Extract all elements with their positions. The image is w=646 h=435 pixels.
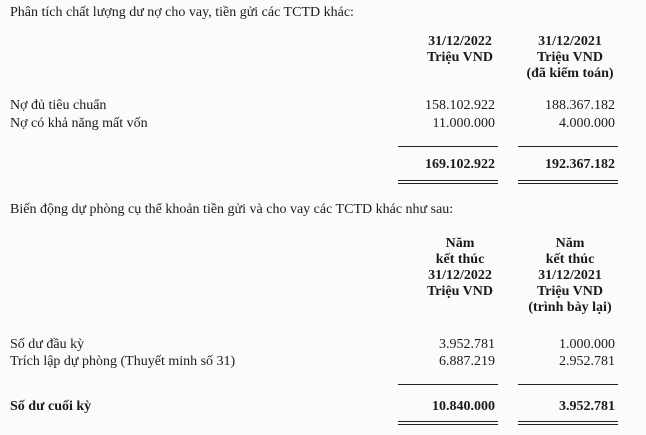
s1-row-value-2022: 158.102.922 (425, 98, 495, 113)
s2-total-rule-col1-a (398, 421, 498, 422)
s1-total-rule-col1-b (398, 183, 498, 184)
section1-heading: Phân tích chất lượng dư nợ cho vay, tiền gửi các TCTD khác: (10, 5, 354, 20)
s2-col2-unit: Triệu VND (537, 284, 603, 299)
s2-row-value-2022: 6.887.219 (439, 354, 495, 369)
s1-total-rule-col1-a (398, 180, 498, 181)
s1-total-rule-col2-a (518, 180, 618, 181)
s2-col1-date: 31/12/2022 (428, 268, 492, 283)
s1-row-value-2022: 11.000.000 (432, 116, 495, 131)
s2-col1-year: Năm (445, 236, 475, 251)
s2-row-value-2021: 2.952.781 (559, 354, 615, 369)
s1-col2-header (515, 34, 625, 82)
s1-total-2022: 169.102.922 (425, 157, 495, 172)
s2-col1-unit: Triệu VND (427, 284, 493, 299)
s1-col2-unit: Triệu VND (537, 50, 603, 65)
s1-row-label: Nợ đủ tiêu chuẩn (10, 98, 107, 113)
s1-total-rule-col2-b (518, 183, 618, 184)
s1-col1-unit: Triệu VND (427, 50, 493, 65)
s2-row-label: Trích lập dự phòng (Thuyết minh số 31) (10, 354, 236, 369)
s2-total-rule-col2-a (518, 421, 618, 422)
s1-row-value-2021: 188.367.182 (545, 98, 615, 113)
s1-col1-date: 31/12/2022 (428, 34, 492, 49)
s1-row-label: Nợ có khả năng mất vốn (10, 116, 148, 131)
s1-col2-note: (đã kiểm toán) (526, 66, 614, 81)
s2-row-value-2022: 3.952.781 (439, 337, 495, 352)
s2-col1-ended: kết thúc (435, 252, 485, 267)
s2-col2-header (515, 236, 625, 316)
s2-total-label: Số dư cuối kỳ (10, 399, 92, 414)
s2-total-2021: 3.952.781 (559, 399, 615, 414)
s1-row-value-2021: 4.000.000 (559, 116, 615, 131)
s2-col2-date: 31/12/2021 (538, 268, 602, 283)
s2-subtotal-rule-col1 (398, 384, 498, 385)
s2-total-2022: 10.840.000 (432, 399, 495, 414)
s2-total-rule-col2-b (518, 424, 618, 425)
s2-subtotal-rule-col2 (518, 384, 618, 385)
s1-col1-header (405, 34, 515, 66)
s2-row-label: Số dư đầu kỳ (10, 337, 85, 352)
s2-total-rule-col1-b (398, 424, 498, 425)
s2-col2-ended: kết thúc (545, 252, 595, 267)
s2-row-value-2021: 1.000.000 (559, 337, 615, 352)
s2-col1-header (405, 236, 515, 300)
s2-col2-year: Năm (555, 236, 585, 251)
s1-subtotal-rule-col1 (398, 146, 498, 147)
s1-col2-date: 31/12/2021 (538, 34, 602, 49)
s2-col2-note: (trình bày lại) (528, 300, 612, 315)
s1-total-2021: 192.367.182 (545, 157, 615, 172)
section2-heading: Biến động dự phòng cụ thể khoản tiền gửi và cho vay các TCTD khác như sau: (10, 202, 454, 217)
s1-subtotal-rule-col2 (518, 146, 618, 147)
